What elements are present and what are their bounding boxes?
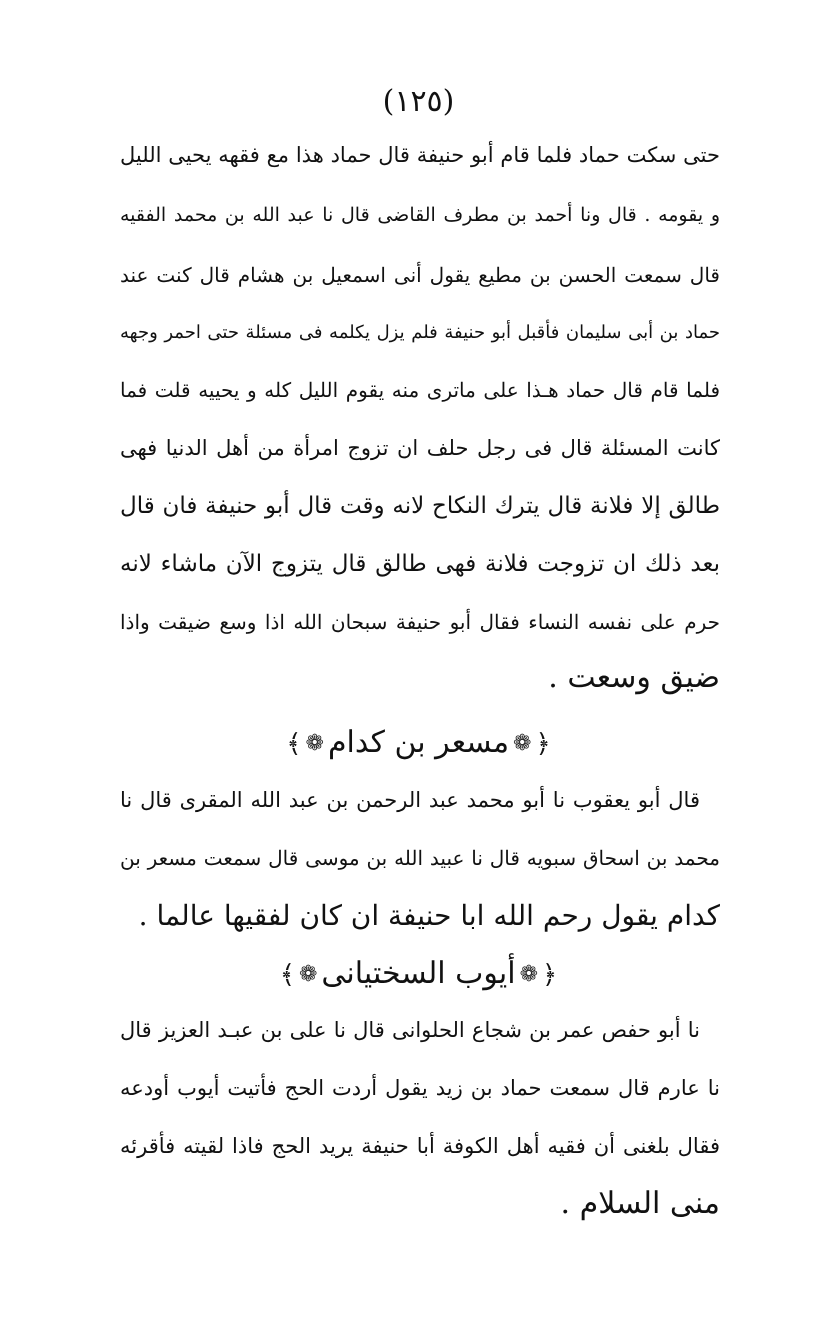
flower-ornament-icon: ❁ [298, 962, 318, 987]
text-line: كانت المسئلة قال فى رجل حلف ان تزوج امرأة من أهل الدنيا فهى [120, 436, 720, 460]
text-line: منى السلام . [560, 1186, 720, 1221]
text-line: كدام يقول رحم الله ابا حنيفة ان كان لفقيها عالما . [138, 899, 720, 932]
text-line: حتى سكت حماد فلما قام أبو حنيفة قال حماد هذا مع فقهه يحيى الليل [120, 143, 720, 167]
ornamental-bracket-close: ﴾ [279, 960, 295, 990]
text-line: محمد بن اسحاق سبويه قال نا عبيد الله بن موسى قال سمعت مسعر بن [120, 846, 720, 870]
section-heading [0, 946, 837, 1003]
text-line: طالق إلا فلانة قال يترك النكاح لانه وقت قال أبو حنيفة فان قال [120, 493, 720, 519]
page-number: (١٢٥) [382, 84, 455, 119]
text-line: نا أبو حفص عمر بن شجاع الحلوانى قال نا على بن عبـد العزيز قال [120, 1018, 700, 1042]
section-heading-title: أيوب السختيانى [321, 956, 516, 991]
ornamental-bracket-close: ﴾ [286, 729, 302, 759]
text-line: نا عارم قال سمعت حماد بن زيد يقول أردت الحج فأتيت أيوب أودعه [120, 1076, 720, 1100]
text-line: حماد بن أبى سليمان فأقبل أبو حنيفة فلم يزل يكلمه فى مسئلة حتى احمر وجهه [120, 322, 720, 343]
text-line: و يقومه . قال ونا أحمد بن مطرف القاضى قال نا عبد الله بن محمد الفقيه [120, 204, 720, 226]
flower-ornament-icon: ❁ [519, 962, 539, 987]
text-line: فقال بلغنى أن فقيه أهل الكوفة أبا حنيفة يريد الحج فاذا لقيته فأقرئه [120, 1134, 720, 1158]
text-line: قال أبو يعقوب نا أبو محمد عبد الرحمن بن عبد الله المقرى قال نا [120, 788, 700, 812]
flower-ornament-icon: ❁ [513, 731, 532, 756]
section-heading [0, 715, 837, 772]
flower-ornament-icon: ❁ [305, 731, 324, 756]
text-line: ضيق وسعت . [548, 660, 720, 695]
section-heading-title: مسعر بن كدام [327, 725, 510, 760]
text-line: حرم على نفسه النساء فقال أبو حنيفة سبحان الله اذا وسع ضيقت واذا [120, 610, 720, 634]
text-line: قال سمعت الحسن بن مطيع يقول أنى اسمعيل بن هشام قال كنت عند [120, 263, 720, 287]
ornamental-bracket-open: ﴿ [542, 960, 558, 990]
text-line: بعد ذلك ان تزوجت فلانة فهى طالق قال يتزوج الآن ماشاء لانه [120, 551, 720, 577]
ornamental-bracket-open: ﴿ [535, 729, 551, 759]
text-line: فلما قام قال حماد هـذا على ماترى منه يقوم الليل كله و يحييه قلت فما [120, 378, 721, 402]
